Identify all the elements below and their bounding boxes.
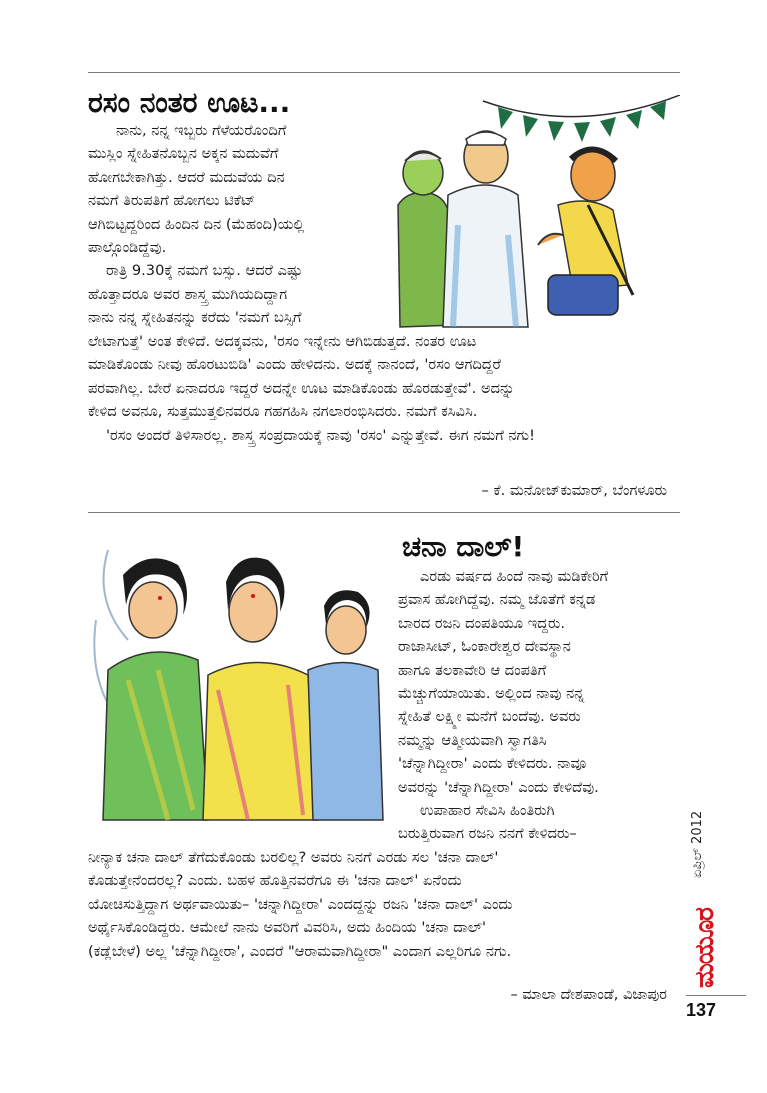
illustration-three-men bbox=[388, 95, 680, 343]
text-line: ಪಾಲ್ಗೊಂಡಿದ್ದೆವು. bbox=[88, 239, 167, 257]
mid-rule bbox=[88, 512, 680, 513]
text-line: ಪ್ರವಾಸ ಹೋಗಿದ್ದೆವು. ನಮ್ಮ ಜೊತೆಗೆ ಕನ್ನಡ bbox=[398, 591, 596, 609]
text-line: ಯೋಚಿಸುತ್ತಿದ್ದಾಗ ಅರ್ಥವಾಯಿತು– 'ಚನ್ನಾಗಿದ್ದೀರಾ' ಎಂದದ್ದನ್ನು ರಜನಿ 'ಚನಾ ದಾಲ್' ಎಂದು bbox=[88, 895, 513, 913]
text-line: ಮೆಚ್ಚುಗೆಯಾಯಿತು. ಅಲ್ಲಿಂದ ನಾವು ನನ್ನ bbox=[398, 685, 585, 703]
text-line: ಎರಡು ವರ್ಷದ ಹಿಂದೆ ನಾವು ಮಡಿಕೇರಿಗೆ bbox=[420, 568, 609, 585]
magazine-logo: ಮಯೂರ bbox=[690, 908, 720, 988]
page-number: 137 bbox=[686, 1000, 717, 1020]
three-men-drawing bbox=[388, 95, 680, 343]
text-line: ಬಾರದ ರಜನಿ ದಂಪತಿಯೂ ಇದ್ದರು. bbox=[398, 614, 565, 632]
text-line: ಹೊತ್ತಾದರೂ ಅವರ ಶಾಸ್ತ್ರ ಮುಗಿಯದಿದ್ದಾಗ bbox=[88, 285, 288, 303]
text-line: ನಮ್ಮನ್ನು ಆತ್ಮೀಯವಾಗಿ ಸ್ವಾಗತಿಸಿ bbox=[398, 731, 547, 749]
text-line: ಕೇಳಿದ ಅವನೂ, ಸುತ್ತಮುತ್ತಲಿನವರೂ ಗಹಗಹಿಸಿ ನಗಲಾರಂಭಿಸಿದರು. ನಮಗೆ ಕಸಿವಿಸಿ. bbox=[88, 403, 478, 421]
issue-date: ಏಪ್ರಿಲ್ 2012 bbox=[690, 810, 705, 878]
text-line: ನೀನ್ಯಾಕ ಚನಾ ದಾಲ್ ತೆಗೆದುಕೊಂಡು ಬರಲಿಲ್ಲ? ಅವರು ನಿನಗೆ ಎರಡು ಸಲ 'ಚನಾ ದಾಲ್' bbox=[88, 849, 499, 866]
story2-wide-text bbox=[88, 846, 684, 963]
story2-byline: – ಮಾಲಾ ದೇಶಪಾಂಡೆ, ವಿಜಾಪುರ bbox=[510, 986, 667, 1003]
text-line: ಹಾಗೂ ತಲಕಾವೇರಿ ಆ ದಂಪತಿಗೆ bbox=[398, 661, 547, 679]
three-women-drawing bbox=[88, 520, 388, 828]
story1-byline: – ಕೆ. ಮನೋಜ್‌ಕುಮಾರ್, ಬೆಂಗಳೂರು bbox=[481, 482, 667, 499]
text-line: ರಾಜಾಸೀಟ್, ಓಂಕಾರೇಶ್ವರ ದೇವಸ್ಥಾನ bbox=[398, 638, 571, 656]
footer-rule bbox=[686, 995, 746, 996]
issue-mark bbox=[690, 810, 720, 988]
story1-wide-text bbox=[88, 330, 684, 447]
text-line: ಸ್ನೇಹಿತೆ ಲಕ್ಷ್ಮೀ ಮನೆಗೆ ಬಂದೆವು. ಅವರು bbox=[398, 708, 581, 726]
illustration-three-women bbox=[88, 520, 388, 828]
text-line: ಮುಸ್ಲಿಂ ಸ್ನೇಹಿತನೊಬ್ಬನ ಅಕ್ಕನ ಮದುವೆಗೆ bbox=[88, 145, 279, 163]
text-line: ನಮಗೆ ತಿರುಪತಿಗೆ ಹೋಗಲು ಟಿಕೆಟ್ bbox=[88, 192, 256, 210]
story1-narrow-text bbox=[88, 119, 388, 330]
text-line: 'ಚೆನ್ನಾಗಿದ್ದೀರಾ' ಎಂದು ಕೇಳಿದರು. ನಾವೂ bbox=[398, 755, 587, 773]
text-line: ಅವರನ್ನು 'ಚೆನ್ನಾಗಿದ್ದೀರಾ' ಎಂದು ಕೇಳಿದೆವು. bbox=[398, 778, 599, 796]
text-line: ನಾನು ನನ್ನ ಸ್ನೇಹಿತನನ್ನು ಕರೆದು 'ನಮಗೆ ಬಸ್ಸಿಗೆ bbox=[88, 309, 302, 327]
text-line: 'ರಸಂ ಅಂದರೆ ತಿಳಿಸಾರಲ್ಲ. ಶಾಸ್ತ್ರ ಸಂಪ್ರದಾಯಕ್ಕೆ ನಾವು 'ರಸಂ' ಎನ್ನುತ್ತೇವೆ. ಈಗ ನಮಗೆ ನಗು! bbox=[106, 426, 535, 444]
text-line: ಆಗಿಬಿಟ್ಟದ್ದರಿಂದ ಹಿಂದಿನ ದಿನ (ಮೆಹಂದಿ)ಯಲ್ಲಿ bbox=[88, 215, 305, 233]
text-line: ಹೋಗಬೇಕಾಗಿತ್ತು. ಆದರೆ ಮದುವೆಯ ದಿನ bbox=[88, 168, 285, 186]
text-line: ಮಾಡಿಕೊಂಡು ನೀವು ಹೊರಟುಬಿಡಿ' ಎಂದು ಹೇಳಿದನು. ಅದಕ್ಕೆ ನಾನಂದೆ, 'ರಸಂ ಆಗದಿದ್ದರೆ bbox=[88, 356, 501, 374]
text-line: ಅರ್ಥೈಸಿಕೊಂಡಿದ್ದರು. ಆಮೇಲೆ ನಾನು ಅವರಿಗೆ ವಿವರಿಸಿ, ಅದು ಹಿಂದಿಯ 'ಚನಾ ದಾಲ್' bbox=[88, 919, 487, 937]
text-line: ಉಪಾಹಾರ ಸೇವಿಸಿ ಹಿಂತಿರುಗಿ bbox=[420, 802, 555, 820]
top-rule bbox=[88, 72, 680, 73]
text-line: ನಾನು, ನನ್ನ ಇಬ್ಬರು ಗೆಳೆಯರೊಂದಿಗೆ bbox=[116, 122, 287, 139]
story1-title: ರಸಂ ನಂತರ ಊಟ... bbox=[88, 86, 291, 119]
text-line: ಲೇಟಾಗುತ್ತೆ' ಅಂತ ಕೇಳಿದೆ. ಅದಕ್ಕವನು, 'ರಸಂ ಇನ್ನೇನು ಆಗಿಬಿಡುತ್ತದೆ. ನಂತರ ಊಟ bbox=[88, 333, 477, 350]
text-line: ಪರವಾಗಿಲ್ಲ. ಬೇರೆ ಏನಾದರೂ ಇದ್ದರೆ ಅದನ್ನೇ ಊಟ ಮಾಡಿಕೊಂಡು ಹೊರಡುತ್ತೇವೆ'. ಅದನ್ನು bbox=[88, 379, 515, 397]
text-line: ಕೊಡುತ್ತೇನೆಂದರಲ್ಲ? ಎಂದು. ಬಹಳ ಹೊತ್ತಿನವರೆಗೂ ಈ 'ಚನಾ ದಾಲ್' ಏನೆಂದು bbox=[88, 872, 462, 890]
text-line: ಬರುತ್ತಿರುವಾಗ ರಜನಿ ನನಗೆ ಕೇಳಿದರು– bbox=[398, 825, 577, 843]
text-line: (ಕಡ್ಲೆಬೇಳೆ) ಅಲ್ಲ 'ಚೆನ್ನಾಗಿದ್ದೀರಾ', ಎಂದರೆ "ಆರಾಮವಾಗಿದ್ದೀರಾ" ಎಂದಾಗ ಎಲ್ಲರಿಗೂ ನಗು. bbox=[88, 942, 512, 960]
story2-title: ಚನಾ ದಾಲ್! bbox=[402, 530, 525, 563]
story2-narrow-text bbox=[398, 565, 682, 846]
text-line: ರಾತ್ರಿ 9.30ಕ್ಕೆ ನಮಗೆ ಬಸ್ಸು. ಆದರೆ ಎಷ್ಟು bbox=[106, 262, 303, 280]
